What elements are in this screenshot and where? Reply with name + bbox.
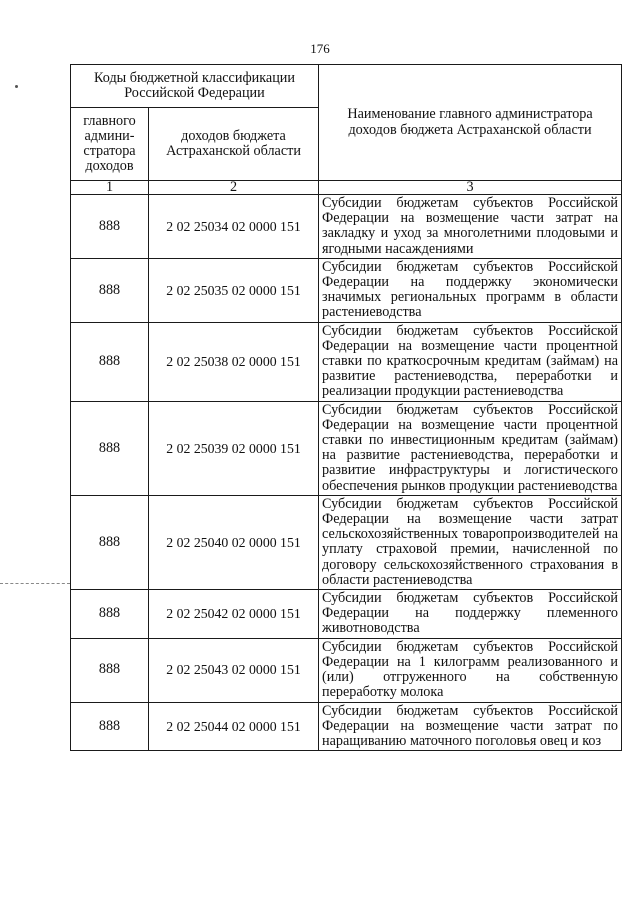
table-row bbox=[71, 590, 622, 639]
header-main-administrator: главного админи-стратора доходов bbox=[71, 108, 149, 181]
revenue-name: Субсидии бюджетам субъектов Российской Федерации на возмещение части затрат по наращиванию маточного поголовья овец и коз bbox=[319, 702, 622, 751]
admin-code: 888 bbox=[71, 495, 149, 589]
revenue-name: Субсидии бюджетам субъектов Российской Федерации на поддержку экономически значимых региональных программ в области растениеводства bbox=[319, 258, 622, 322]
column-number: 2 bbox=[149, 181, 319, 195]
table-row bbox=[71, 638, 622, 702]
admin-code: 888 bbox=[71, 590, 149, 639]
admin-code: 888 bbox=[71, 322, 149, 401]
page-number: 176 bbox=[310, 41, 330, 56]
budget-classification-table bbox=[70, 64, 622, 751]
header-classification-codes: Коды бюджетной классификации Российской Федерации bbox=[71, 65, 319, 108]
revenue-code: 2 02 25035 02 0000 151 bbox=[149, 258, 319, 322]
revenue-code: 2 02 25034 02 0000 151 bbox=[149, 195, 319, 259]
revenue-name: Субсидии бюджетам субъектов Российской Федерации на возмещение части затрат на закладку и уход за многолетними плодовыми и ягодными насаждениями bbox=[319, 195, 622, 259]
table-row bbox=[71, 401, 622, 495]
revenue-name: Субсидии бюджетам субъектов Российской Федерации на поддержку племенного животноводства bbox=[319, 590, 622, 639]
table-row bbox=[71, 195, 622, 259]
table-row bbox=[71, 322, 622, 401]
header-budget-revenue: доходов бюджета Астраханской области bbox=[149, 108, 319, 181]
admin-code: 888 bbox=[71, 638, 149, 702]
revenue-code: 2 02 25040 02 0000 151 bbox=[149, 495, 319, 589]
revenue-name: Субсидии бюджетам субъектов Российской Федерации на возмещение части процентной ставки по краткосрочным кредитам (займам) на развитие растениеводства, переработки и реализации продукции растениеводства bbox=[319, 322, 622, 401]
revenue-code: 2 02 25042 02 0000 151 bbox=[149, 590, 319, 639]
admin-code: 888 bbox=[71, 702, 149, 751]
table-row bbox=[71, 258, 622, 322]
revenue-code: 2 02 25038 02 0000 151 bbox=[149, 322, 319, 401]
admin-code: 888 bbox=[71, 258, 149, 322]
revenue-name: Субсидии бюджетам субъектов Российской Федерации на возмещение части процентной ставки по инвестиционным кредитам (займам) на развитие растениеводства, переработки и развитие инфраструктуры и логистического обеспечения рынков продукции растениеводства bbox=[319, 401, 622, 495]
revenue-code: 2 02 25044 02 0000 151 bbox=[149, 702, 319, 751]
admin-code: 888 bbox=[71, 401, 149, 495]
header-administrator-name: Наименование главного администратора доходов бюджета Астраханской области bbox=[319, 65, 622, 181]
table-row bbox=[71, 495, 622, 589]
column-number: 1 bbox=[71, 181, 149, 195]
admin-code: 888 bbox=[71, 195, 149, 259]
scan-dot bbox=[15, 85, 18, 88]
table-row bbox=[71, 702, 622, 751]
column-number: 3 bbox=[319, 181, 622, 195]
revenue-name: Субсидии бюджетам субъектов Российской Федерации на 1 килограмм реализованного и (или) отгруженного на собственную переработку молока bbox=[319, 638, 622, 702]
revenue-code: 2 02 25043 02 0000 151 bbox=[149, 638, 319, 702]
fold-line bbox=[0, 583, 70, 584]
revenue-name: Субсидии бюджетам субъектов Российской Федерации на возмещение части затрат сельскохозяйственных товаропроизводителей на уплату страховой премии, начисленной по договору сельскохозяйственного страхования в области растениеводства bbox=[319, 495, 622, 589]
revenue-code: 2 02 25039 02 0000 151 bbox=[149, 401, 319, 495]
